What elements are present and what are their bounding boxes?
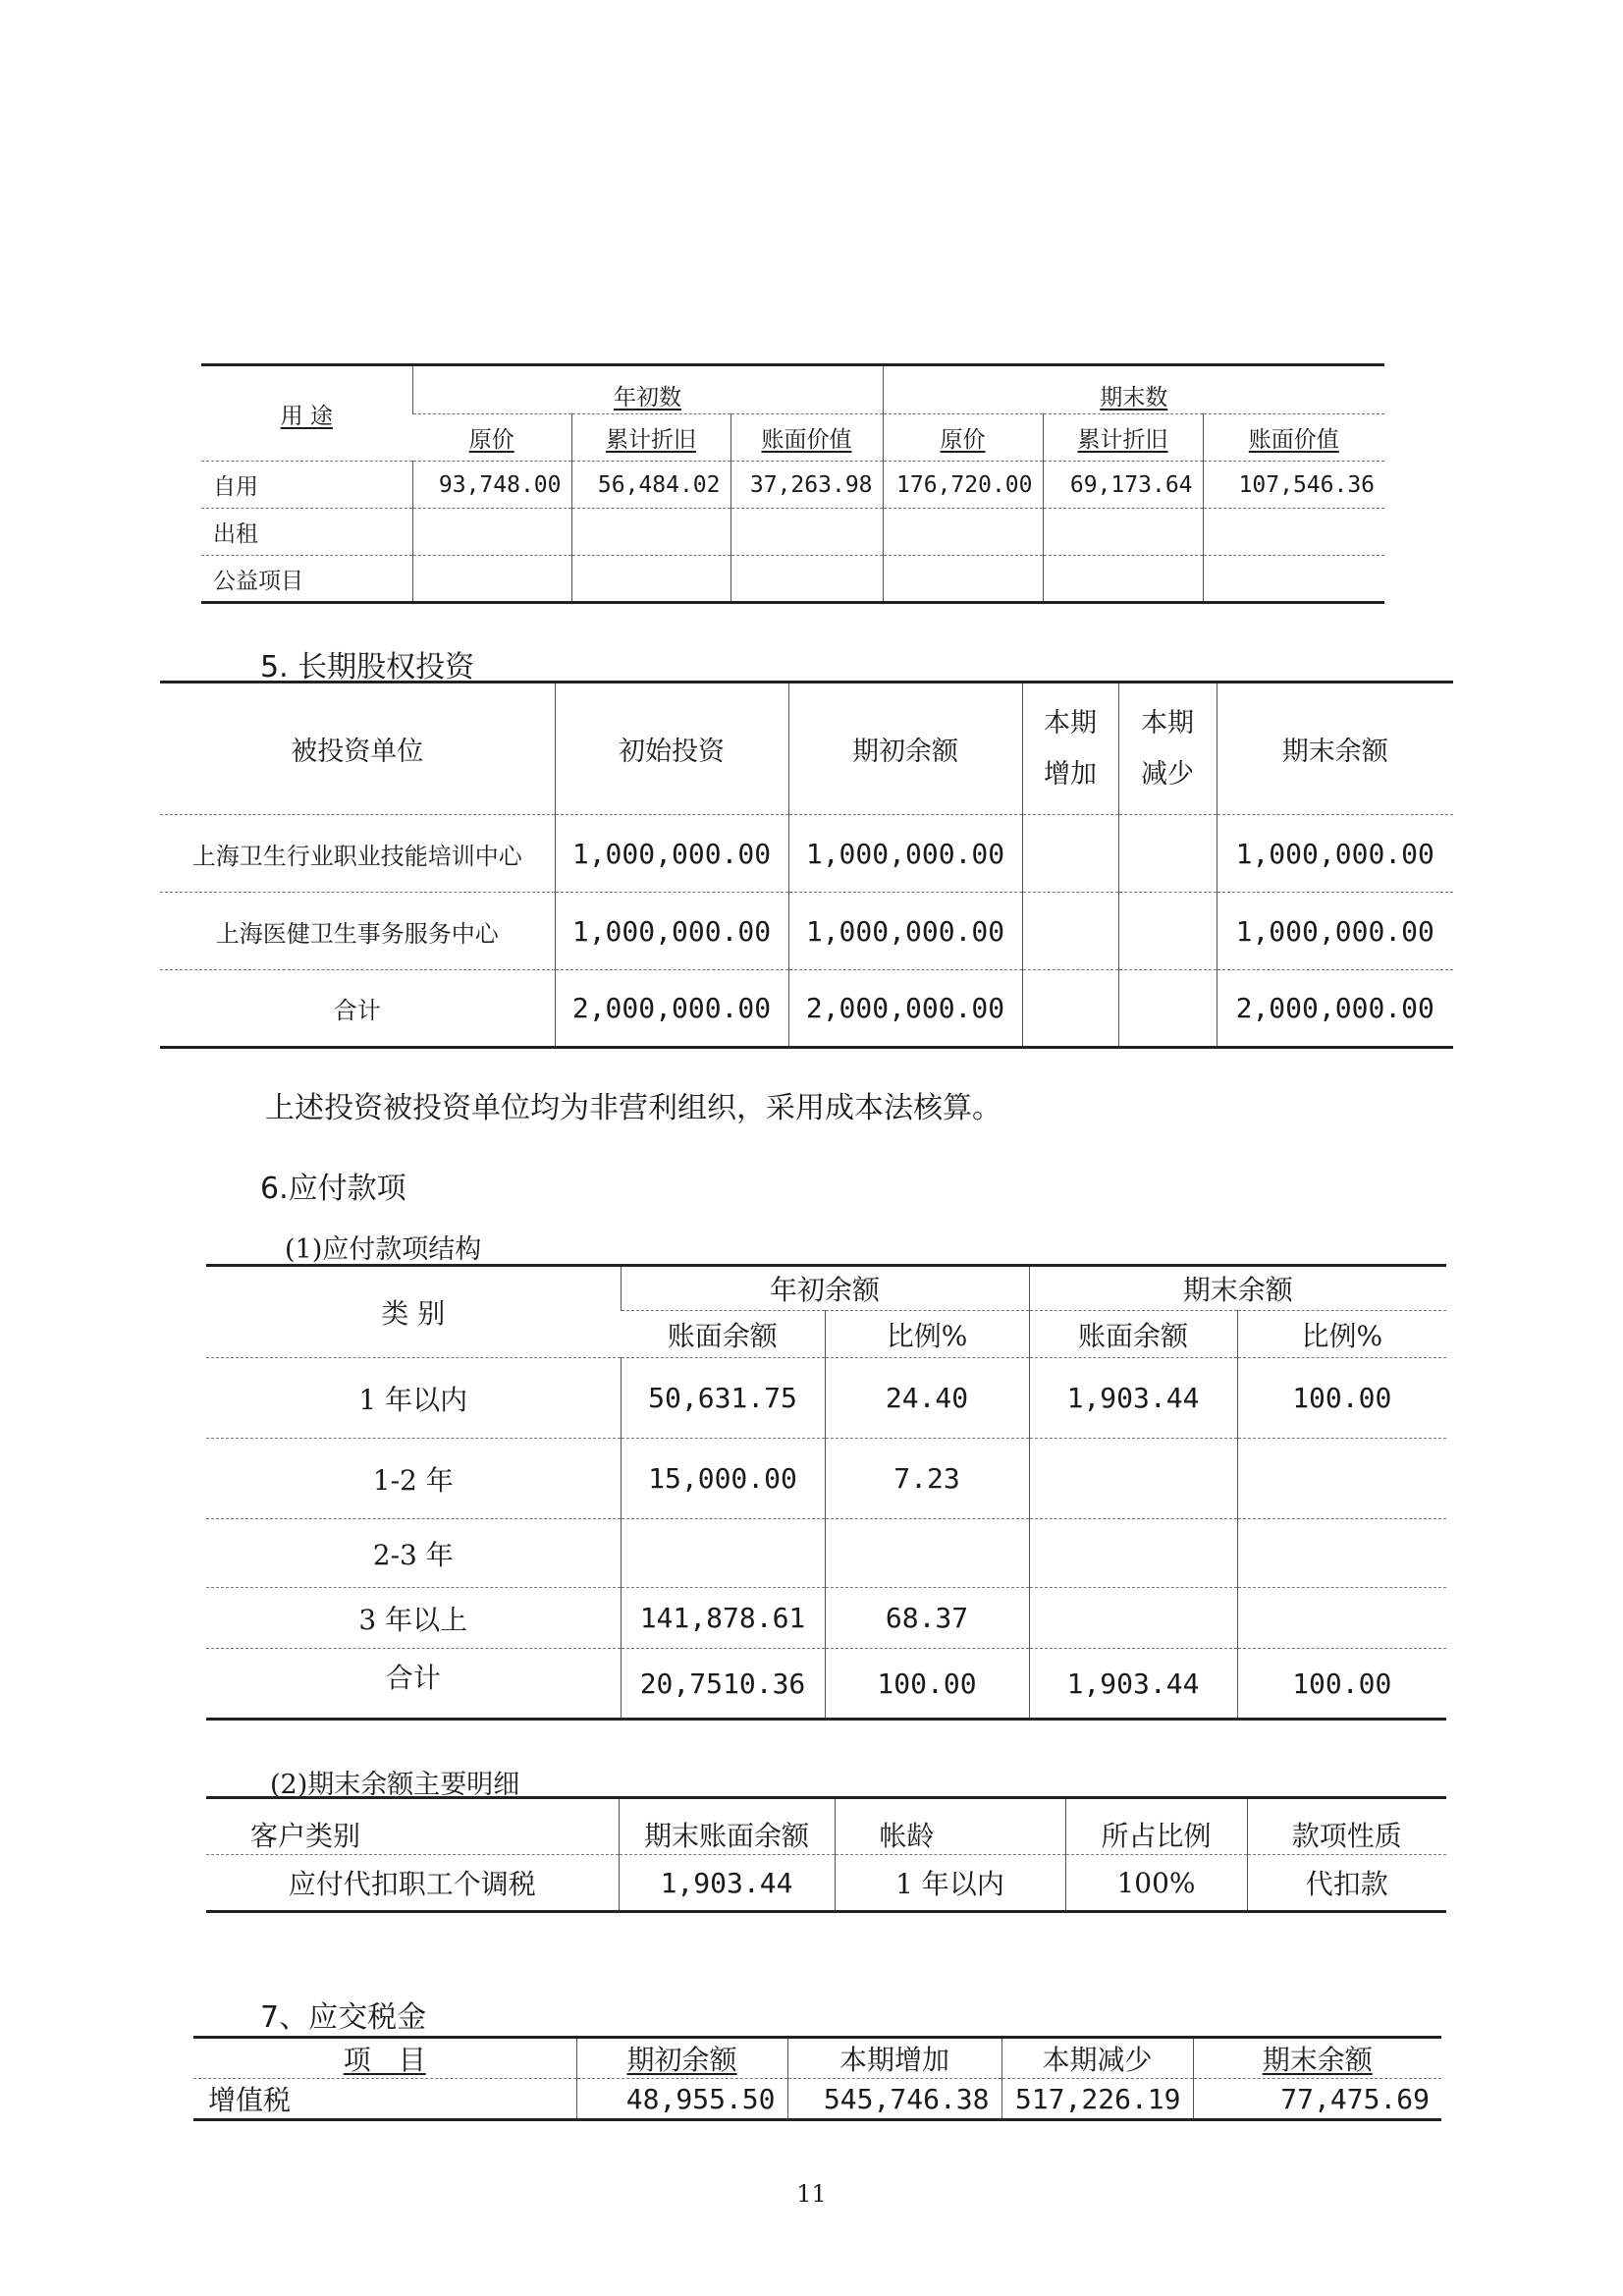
- start-balance: 50,631.75: [621, 1358, 825, 1439]
- start-ratio: [825, 1519, 1029, 1588]
- fixed-assets-usage-table: [201, 363, 1384, 604]
- detail-ratio: 100%: [1065, 1855, 1247, 1912]
- tax-header-increase: 本期增加: [787, 2038, 1001, 2079]
- initial-investment: 2,000,000.00: [555, 970, 788, 1048]
- table-row: [160, 815, 1453, 893]
- tax-increase: 545,746.38: [787, 2079, 1001, 2120]
- table-row: [201, 509, 1384, 556]
- row-label: 公益项目: [213, 568, 303, 594]
- category-label: 2-3 年: [206, 1519, 621, 1588]
- investee-name: 上海医健卫生事务服务中心: [160, 893, 555, 970]
- cell-value: 93,748.00: [412, 462, 571, 509]
- cell-value: [571, 509, 730, 556]
- section5-note: 上述投资被投资单位均为非营利组织，采用成本法核算。: [265, 1091, 1001, 1125]
- cell-value: 176,720.00: [883, 462, 1043, 509]
- start-ratio: 100.00: [825, 1649, 1029, 1720]
- end-balance: [1029, 1519, 1237, 1588]
- header-group-start: 年初余额: [621, 1266, 1029, 1311]
- sub-header-book-value-end: 账面价值: [1248, 427, 1339, 453]
- detail-nature: 代扣款: [1247, 1855, 1446, 1912]
- cell-value: [730, 509, 883, 556]
- category-label: 3 年以上: [206, 1588, 621, 1649]
- table-row: [193, 2079, 1441, 2120]
- cell-value: 56,484.02: [571, 462, 730, 509]
- end-ratio: [1237, 1519, 1446, 1588]
- sub-header-book-value-start: 账面价值: [761, 427, 852, 453]
- page-number: 11: [796, 2180, 827, 2208]
- end-ratio: 100.00: [1237, 1649, 1446, 1720]
- start-ratio: 7.23: [825, 1439, 1029, 1519]
- header-increase-line2: 增加: [1044, 758, 1097, 790]
- header-increase-line1: 本期: [1044, 707, 1097, 738]
- table-row: [206, 1855, 1446, 1912]
- table-row: [206, 1439, 1446, 1519]
- header-unit: 被投资单位: [160, 683, 555, 815]
- cell-value: [883, 556, 1043, 603]
- category-label: 1 年以内: [206, 1358, 621, 1439]
- long-term-equity-table: [160, 681, 1453, 1049]
- header-group-end: 期末余额: [1029, 1266, 1446, 1311]
- tax-opening: 48,955.50: [576, 2079, 787, 2120]
- detail-age: 1 年以内: [835, 1855, 1065, 1912]
- total-label: 合计: [333, 997, 381, 1024]
- section7-heading: 7、应交税金: [260, 2000, 427, 2035]
- opening-balance: 1,000,000.00: [788, 815, 1022, 893]
- table-row: [206, 1588, 1446, 1649]
- tax-header-opening: 期初余额: [626, 2044, 737, 2076]
- start-balance: [621, 1519, 825, 1588]
- start-balance: 15,000.00: [621, 1439, 825, 1519]
- table-row: [160, 970, 1453, 1048]
- header-book-balance-start: 账面余额: [621, 1311, 825, 1358]
- cell-value: 69,173.64: [1043, 462, 1203, 509]
- header-initial: 初始投资: [555, 683, 788, 815]
- decrease-value: [1118, 815, 1217, 893]
- end-ratio: 100.00: [1237, 1358, 1446, 1439]
- cell-value: [1203, 556, 1384, 603]
- sub-header-depreciation-start: 累计折旧: [606, 427, 696, 453]
- cell-value: [412, 509, 571, 556]
- initial-investment: 1,000,000.00: [555, 815, 788, 893]
- tax-decrease: 517,226.19: [1001, 2079, 1193, 2120]
- detail-header-ratio: 所占比例: [1065, 1798, 1247, 1855]
- detail-header-balance: 期末账面余额: [619, 1798, 835, 1855]
- sub-header-original-cost-end: 原价: [940, 427, 986, 453]
- increase-value: [1022, 893, 1118, 970]
- cell-value: [412, 556, 571, 603]
- closing-balance: 1,000,000.00: [1217, 815, 1453, 893]
- section5-heading: 5. 长期股权投资: [260, 650, 475, 684]
- detail-customer: 应付代扣职工个调税: [288, 1868, 536, 1900]
- header-decrease-line2: 减少: [1141, 758, 1194, 790]
- cell-value: [571, 556, 730, 603]
- cell-value: [1043, 556, 1203, 603]
- detail-header-age: 帐龄: [835, 1798, 1065, 1855]
- opening-balance: 1,000,000.00: [788, 893, 1022, 970]
- opening-balance: 2,000,000.00: [788, 970, 1022, 1048]
- cell-value: 107,546.36: [1203, 462, 1384, 509]
- cell-value: [730, 556, 883, 603]
- tax-header-item: 项 目: [343, 2044, 426, 2076]
- table-row: [206, 1358, 1446, 1439]
- payables-structure-table: [206, 1264, 1446, 1721]
- table-row: [206, 1649, 1446, 1720]
- end-balance: 1,903.44: [1029, 1649, 1237, 1720]
- tax-header-decrease: 本期减少: [1001, 2038, 1193, 2079]
- table-row: [201, 556, 1384, 603]
- start-balance: 20,7510.36: [621, 1649, 825, 1720]
- taxes-payable-table: [193, 2036, 1441, 2121]
- sub-header-original-cost-start: 原价: [468, 427, 514, 453]
- cell-value: 37,263.98: [730, 462, 883, 509]
- row-label: 出租: [201, 509, 412, 556]
- category-label: 1-2 年: [206, 1439, 621, 1519]
- investee-name: 上海卫生行业职业技能培训中心: [160, 815, 555, 893]
- detail-header-nature: 款项性质: [1247, 1798, 1446, 1855]
- end-ratio: [1237, 1439, 1446, 1519]
- start-ratio: 68.37: [825, 1588, 1029, 1649]
- header-ratio-start: 比例%: [825, 1311, 1029, 1358]
- section6-heading: 6.应付款项: [260, 1172, 406, 1206]
- section6-subheading-2: (2)期末余额主要明细: [270, 1770, 520, 1800]
- header-ratio-end: 比例%: [1237, 1311, 1446, 1358]
- increase-value: [1022, 815, 1118, 893]
- end-balance: 1,903.44: [1029, 1358, 1237, 1439]
- header-opening: 期初余额: [788, 683, 1022, 815]
- start-balance: 141,878.61: [621, 1588, 825, 1649]
- row-label: 自用: [201, 462, 412, 509]
- group-start-header: 年初数: [614, 385, 681, 410]
- decrease-value: [1118, 893, 1217, 970]
- initial-investment: 1,000,000.00: [555, 893, 788, 970]
- increase-value: [1022, 970, 1118, 1048]
- start-ratio: 24.40: [825, 1358, 1029, 1439]
- closing-balance: 1,000,000.00: [1217, 893, 1453, 970]
- table-row: [201, 462, 1384, 509]
- payables-detail-table: [206, 1796, 1446, 1913]
- header-decrease-line1: 本期: [1141, 707, 1194, 738]
- table-row: [206, 1519, 1446, 1588]
- section6-subheading-1: (1)应付款项结构: [285, 1234, 482, 1265]
- end-balance: [1029, 1439, 1237, 1519]
- cell-value: [1203, 509, 1384, 556]
- tax-item: 增值税: [208, 2084, 292, 2116]
- cell-value: [1043, 509, 1203, 556]
- header-category: 类 别: [206, 1266, 621, 1358]
- total-label: 合计: [385, 1662, 441, 1694]
- closing-balance: 2,000,000.00: [1217, 970, 1453, 1048]
- tax-header-closing: 期末余额: [1262, 2044, 1373, 2076]
- table-row: [160, 893, 1453, 970]
- detail-header-customer: 客户类别: [206, 1798, 619, 1855]
- end-balance: [1029, 1588, 1237, 1649]
- group-end-header: 期末数: [1100, 385, 1168, 410]
- usage-header: 用 途: [280, 403, 333, 429]
- cell-value: [883, 509, 1043, 556]
- header-book-balance-end: 账面余额: [1029, 1311, 1237, 1358]
- end-ratio: [1237, 1588, 1446, 1649]
- tax-closing: 77,475.69: [1193, 2079, 1441, 2120]
- decrease-value: [1118, 970, 1217, 1048]
- sub-header-depreciation-end: 累计折旧: [1077, 427, 1168, 453]
- header-closing: 期末余额: [1217, 683, 1453, 815]
- detail-balance: 1,903.44: [619, 1855, 835, 1912]
